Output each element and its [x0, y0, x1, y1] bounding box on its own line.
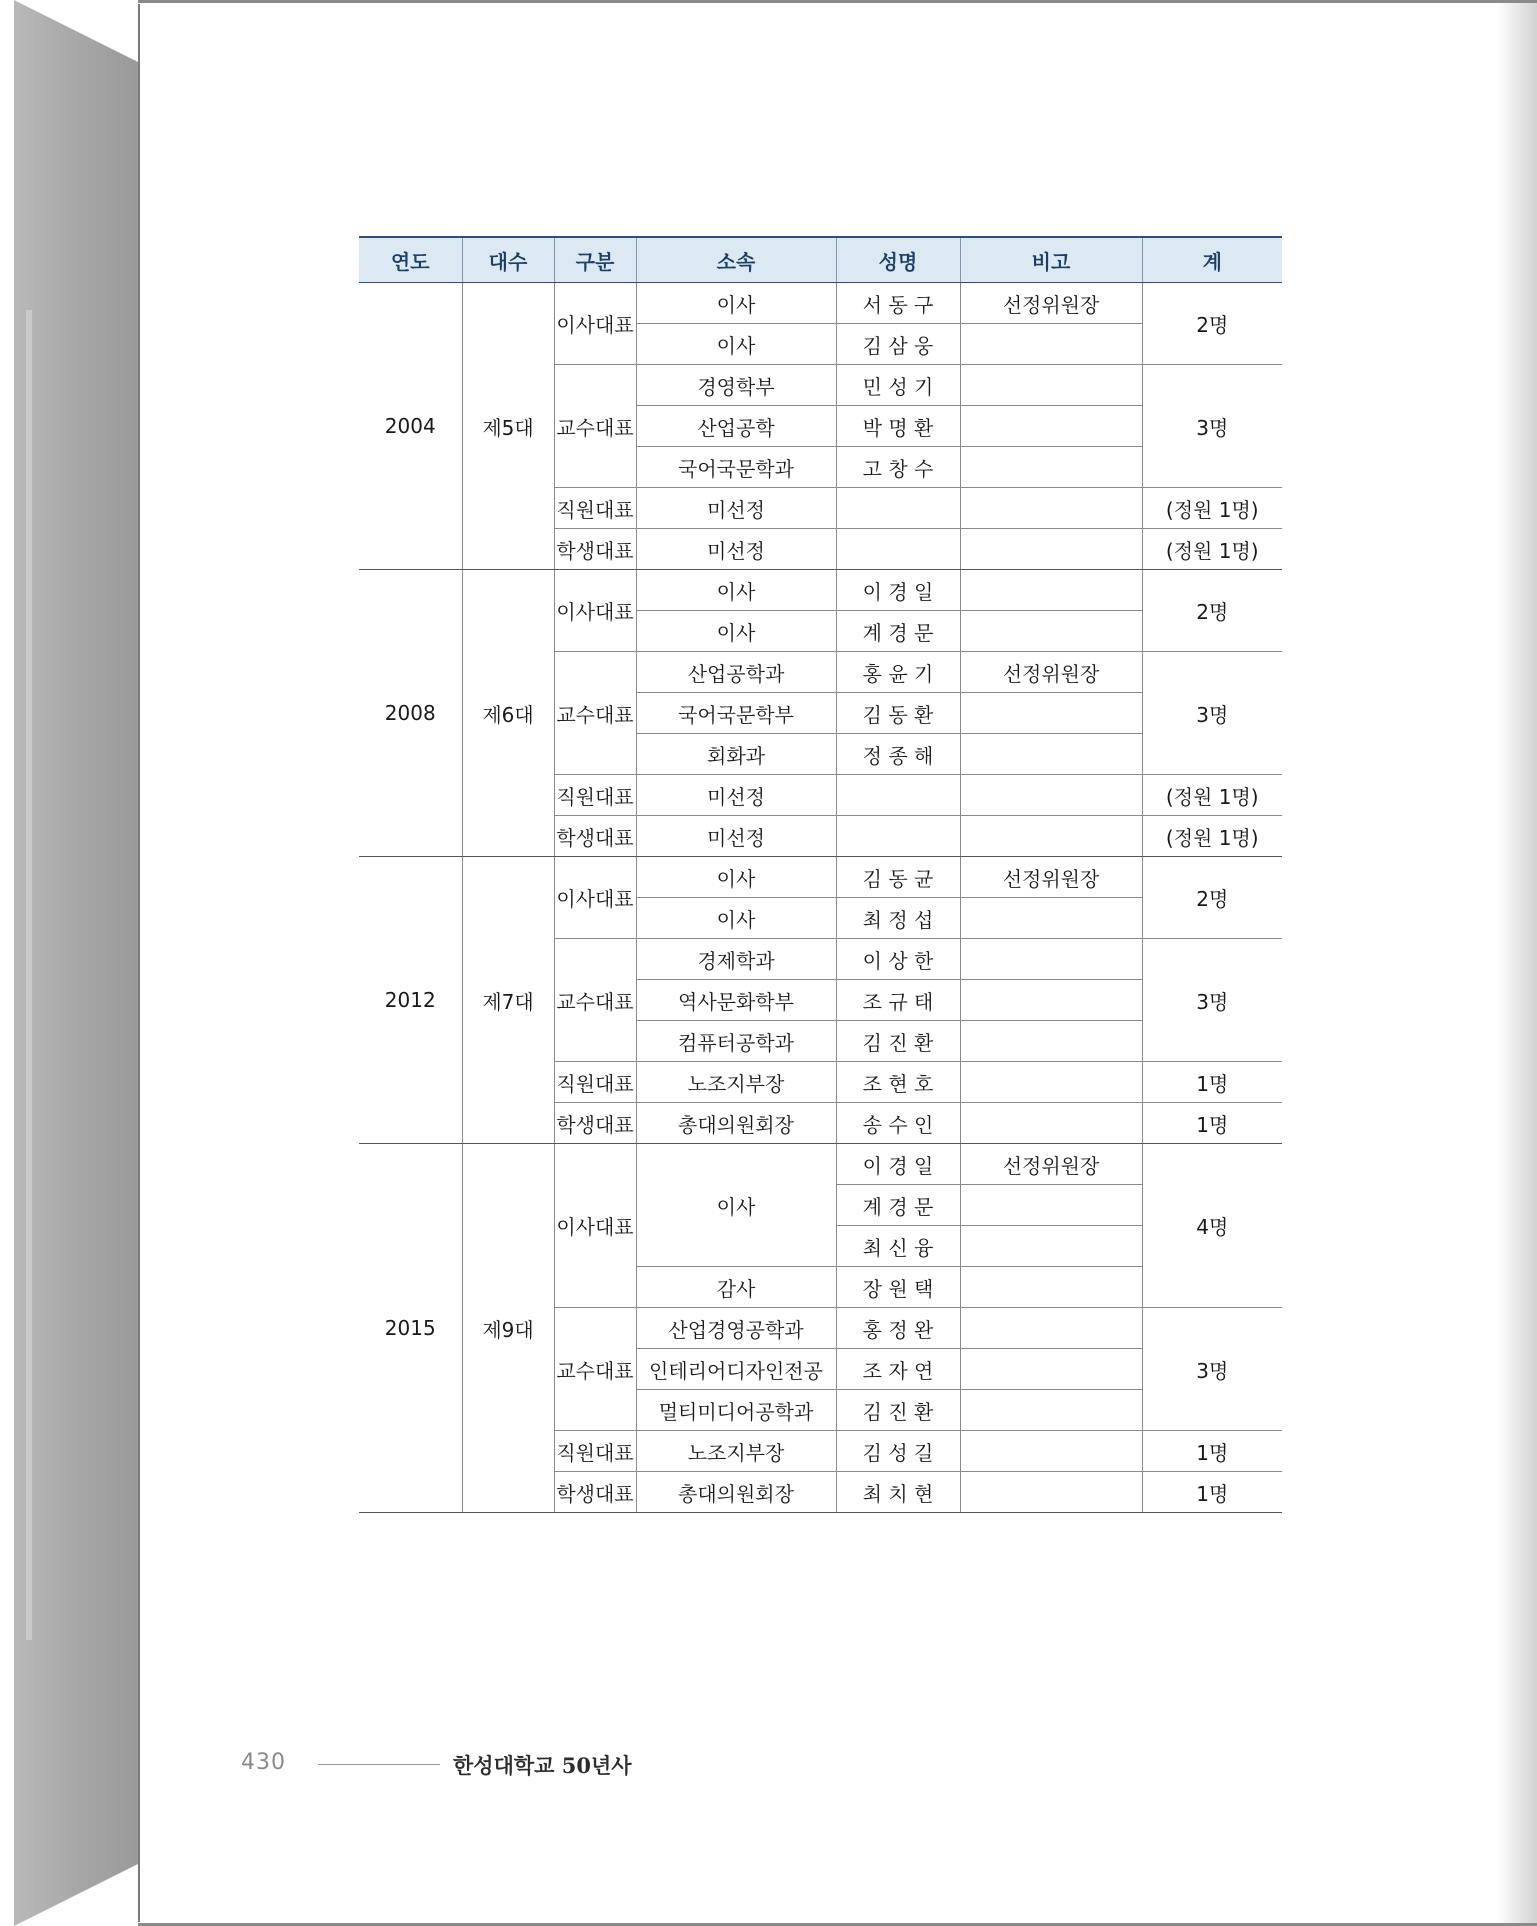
cell-note — [960, 1431, 1142, 1472]
cell-category: 이사대표 — [554, 857, 636, 939]
table-row — [359, 283, 1282, 324]
cell-note — [960, 1103, 1142, 1144]
header-affiliation: 소속 — [636, 237, 836, 283]
cell-year: 2015 — [359, 1144, 462, 1513]
cell-affiliation: 감사 — [636, 1267, 836, 1308]
cell-affiliation: 회화과 — [636, 734, 836, 775]
cell-total: 3명 — [1142, 365, 1282, 488]
header-generation: 대수 — [462, 237, 554, 283]
cell-note — [960, 1226, 1142, 1267]
cell-generation: 제7대 — [462, 857, 554, 1144]
cell-category: 직원대표 — [554, 1431, 636, 1472]
cell-note — [960, 898, 1142, 939]
table-row — [359, 857, 1282, 898]
cell-name: 계 경 문 — [836, 1185, 960, 1226]
cell-category: 이사대표 — [554, 570, 636, 652]
cell-note: 선정위원장 — [960, 857, 1142, 898]
cell-name: 홍 윤 기 — [836, 652, 960, 693]
cell-affiliation: 총대의원회장 — [636, 1472, 836, 1513]
page-edge-shadow — [1497, 0, 1537, 1926]
cell-name: 김 진 환 — [836, 1390, 960, 1431]
cell-name: 장 원 택 — [836, 1267, 960, 1308]
cell-total: 1명 — [1142, 1103, 1282, 1144]
cell-affiliation: 역사문화학부 — [636, 980, 836, 1021]
cell-total: (정원 1명) — [1142, 816, 1282, 857]
cell-affiliation: 이사 — [636, 898, 836, 939]
cell-name: 김 성 길 — [836, 1431, 960, 1472]
cell-affiliation: 이사 — [636, 857, 836, 898]
cell-category: 학생대표 — [554, 529, 636, 570]
cell-name: 김 동 균 — [836, 857, 960, 898]
cell-name: 계 경 문 — [836, 611, 960, 652]
cell-total: (정원 1명) — [1142, 775, 1282, 816]
page-number: 430 — [241, 1750, 286, 1775]
cell-affiliation: 산업공학 — [636, 406, 836, 447]
cell-name: 김 진 환 — [836, 1021, 960, 1062]
cell-note — [960, 1472, 1142, 1513]
cell-affiliation: 노조지부장 — [636, 1062, 836, 1103]
cell-name — [836, 775, 960, 816]
cell-note — [960, 939, 1142, 980]
cell-name: 조 현 호 — [836, 1062, 960, 1103]
cell-name: 이 경 일 — [836, 1144, 960, 1185]
cell-note: 선정위원장 — [960, 652, 1142, 693]
cell-note: 선정위원장 — [960, 283, 1142, 324]
footer-rule — [318, 1764, 440, 1765]
cell-name: 최 신 융 — [836, 1226, 960, 1267]
cell-note — [960, 611, 1142, 652]
cell-name: 서 동 구 — [836, 283, 960, 324]
cell-name: 홍 정 완 — [836, 1308, 960, 1349]
table-header-row — [359, 237, 1282, 283]
cell-name: 고 창 수 — [836, 447, 960, 488]
cell-note — [960, 447, 1142, 488]
cell-note — [960, 488, 1142, 529]
cell-affiliation: 인테리어디자인전공 — [636, 1349, 836, 1390]
cell-total: 1명 — [1142, 1472, 1282, 1513]
cell-affiliation: 미선정 — [636, 775, 836, 816]
cell-total: 1명 — [1142, 1062, 1282, 1103]
cell-name: 조 자 연 — [836, 1349, 960, 1390]
cell-total: (정원 1명) — [1142, 529, 1282, 570]
cell-affiliation: 미선정 — [636, 529, 836, 570]
cell-note — [960, 734, 1142, 775]
cell-name: 박 명 환 — [836, 406, 960, 447]
cell-category: 교수대표 — [554, 939, 636, 1062]
cell-name: 조 규 태 — [836, 980, 960, 1021]
cell-affiliation: 노조지부장 — [636, 1431, 836, 1472]
cell-note — [960, 406, 1142, 447]
cell-total: 2명 — [1142, 283, 1282, 365]
header-year: 연도 — [359, 237, 462, 283]
cell-total: (정원 1명) — [1142, 488, 1282, 529]
cell-note — [960, 570, 1142, 611]
cell-total: 2명 — [1142, 857, 1282, 939]
header-total: 계 — [1142, 237, 1282, 283]
cell-year: 2004 — [359, 283, 462, 570]
book-spine — [14, 0, 138, 1926]
cell-name: 이 상 한 — [836, 939, 960, 980]
board-members-table — [359, 236, 1282, 1513]
cell-affiliation: 이사 — [636, 1144, 836, 1267]
cell-note — [960, 529, 1142, 570]
cell-total: 4명 — [1142, 1144, 1282, 1308]
cell-note — [960, 816, 1142, 857]
table-row — [359, 570, 1282, 611]
cell-name: 송 수 인 — [836, 1103, 960, 1144]
cell-total: 2명 — [1142, 570, 1282, 652]
cell-name: 이 경 일 — [836, 570, 960, 611]
cell-affiliation: 이사 — [636, 324, 836, 365]
cell-generation: 제6대 — [462, 570, 554, 857]
cell-note — [960, 693, 1142, 734]
page-top-border — [138, 0, 1537, 3]
cell-affiliation: 국어국문학부 — [636, 693, 836, 734]
table-row — [359, 1144, 1282, 1185]
cell-name — [836, 488, 960, 529]
spine-highlight — [26, 310, 32, 1640]
cell-total: 3명 — [1142, 939, 1282, 1062]
cell-note — [960, 980, 1142, 1021]
cell-affiliation: 산업경영공학과 — [636, 1308, 836, 1349]
cell-affiliation: 이사 — [636, 570, 836, 611]
cell-affiliation: 경영학부 — [636, 365, 836, 406]
cell-category: 직원대표 — [554, 775, 636, 816]
cell-note — [960, 1349, 1142, 1390]
cell-category: 직원대표 — [554, 1062, 636, 1103]
cell-note — [960, 1185, 1142, 1226]
cell-name: 김 삼 웅 — [836, 324, 960, 365]
cell-affiliation: 경제학과 — [636, 939, 836, 980]
cell-affiliation: 산업공학과 — [636, 652, 836, 693]
cell-affiliation: 국어국문학과 — [636, 447, 836, 488]
spine-top-edge — [14, 0, 138, 62]
cell-name — [836, 529, 960, 570]
cell-note — [960, 775, 1142, 816]
cell-note — [960, 324, 1142, 365]
cell-affiliation: 미선정 — [636, 816, 836, 857]
cell-note — [960, 1390, 1142, 1431]
cell-generation: 제5대 — [462, 283, 554, 570]
cell-category: 학생대표 — [554, 1103, 636, 1144]
header-category: 구분 — [554, 237, 636, 283]
cell-affiliation: 총대의원회장 — [636, 1103, 836, 1144]
cell-name: 정 종 해 — [836, 734, 960, 775]
cell-category: 직원대표 — [554, 488, 636, 529]
cell-category: 이사대표 — [554, 283, 636, 365]
header-name: 성명 — [836, 237, 960, 283]
header-note: 비고 — [960, 237, 1142, 283]
cell-name: 민 성 기 — [836, 365, 960, 406]
cell-affiliation: 이사 — [636, 611, 836, 652]
cell-affiliation: 미선정 — [636, 488, 836, 529]
book-title: 한성대학교 50년사 — [453, 1753, 632, 1778]
cell-category: 학생대표 — [554, 1472, 636, 1513]
cell-category: 교수대표 — [554, 365, 636, 488]
cell-note — [960, 365, 1142, 406]
cell-name: 최 치 현 — [836, 1472, 960, 1513]
cell-category: 학생대표 — [554, 816, 636, 857]
cell-total: 3명 — [1142, 652, 1282, 775]
cell-note — [960, 1308, 1142, 1349]
cell-note: 선정위원장 — [960, 1144, 1142, 1185]
cell-affiliation: 컴퓨터공학과 — [636, 1021, 836, 1062]
cell-name — [836, 816, 960, 857]
cell-total: 1명 — [1142, 1431, 1282, 1472]
cell-category: 교수대표 — [554, 1308, 636, 1431]
cell-affiliation: 멀티미디어공학과 — [636, 1390, 836, 1431]
cell-category: 교수대표 — [554, 652, 636, 775]
cell-note — [960, 1267, 1142, 1308]
cell-affiliation: 이사 — [636, 283, 836, 324]
cell-note — [960, 1021, 1142, 1062]
cell-year: 2012 — [359, 857, 462, 1144]
cell-year: 2008 — [359, 570, 462, 857]
cell-generation: 제9대 — [462, 1144, 554, 1513]
spine-bottom-edge — [14, 1864, 138, 1926]
cell-note — [960, 1062, 1142, 1103]
cell-category: 이사대표 — [554, 1144, 636, 1308]
cell-name: 김 동 환 — [836, 693, 960, 734]
cell-name: 최 정 섭 — [836, 898, 960, 939]
cell-total: 3명 — [1142, 1308, 1282, 1431]
